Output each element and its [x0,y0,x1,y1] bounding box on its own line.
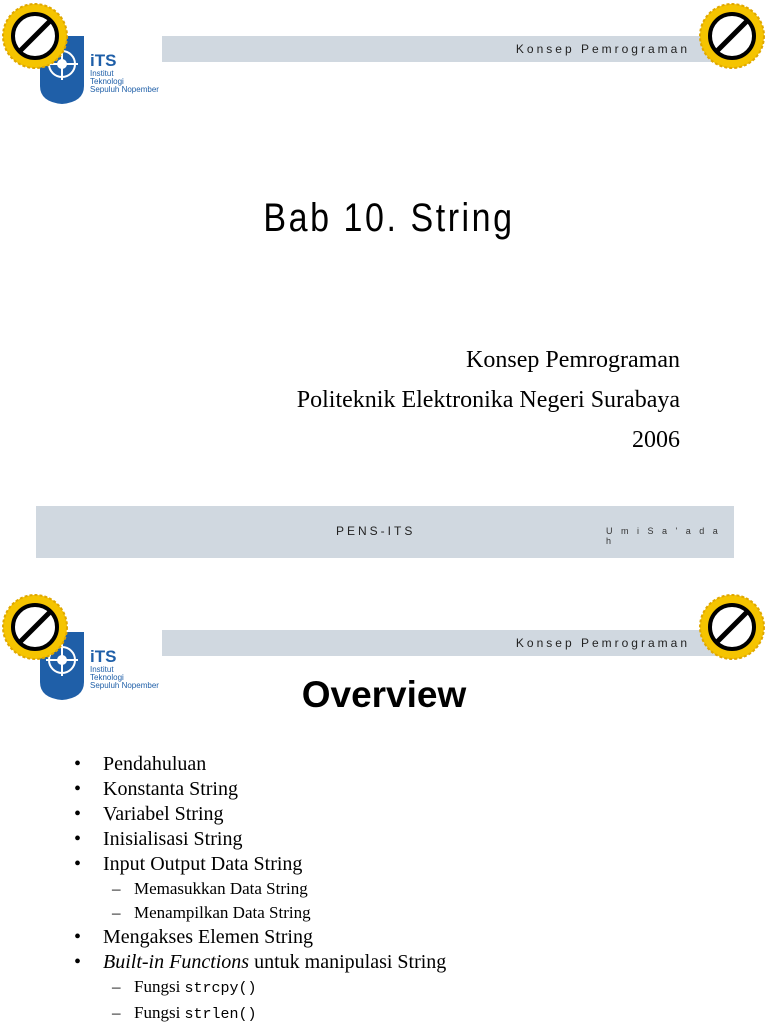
code-text: strcpy() [184,980,257,997]
its-logo-abbr: iTS [90,647,117,666]
sub-list-item: – Fungsi strcpy() [74,975,446,1001]
its-logo-line2: Teknologi [90,673,124,682]
list-item: • Pendahuluan [74,752,446,777]
code-text: strlen() [184,1006,257,1023]
subtitle-course: Konsep Pemrograman [466,347,680,373]
its-logo-line2: Teknologi [90,77,124,86]
list-item: • Built-in Functions untuk manipulasi String [74,950,446,975]
pdf-xchange-stamp-icon [2,3,68,69]
overview-slide [0,590,768,1024]
sub-list-item: – Fungsi strlen() [74,1001,446,1027]
overview-title: Overview [301,674,467,715]
footer-institution: PENS-ITS [336,524,416,538]
list-item: • Inisialisasi String [74,827,446,852]
subtitle-year: 2006 [632,427,680,453]
header-band [162,36,734,62]
subtitle-institution: Politeknik Elektronika Negeri Surabaya [296,387,680,413]
list-item: • Input Output Data String [74,852,446,877]
its-logo-line1: Institut [90,665,114,674]
list-item: • Konstanta String [74,777,446,802]
its-logo-line3: Sepuluh Nopember [90,85,159,94]
list-item: • Variabel String [74,802,446,827]
list-item: • Mengakses Elemen String [74,925,446,950]
its-logo-abbr: iTS [90,51,117,70]
its-logo-line1: Institut [90,69,114,78]
footer-band [36,506,734,558]
slide-title: Bab 10. String [263,196,515,240]
overview-list [74,752,446,1027]
header-band [162,630,734,656]
footer-author: U m i S a ' a d a h [606,526,721,546]
its-logo-line3: Sepuluh Nopember [90,681,159,690]
subtitle-block [297,340,680,460]
header-course-label: Konsep Pemrograman [515,636,690,650]
pdf-xchange-stamp-icon [699,594,765,660]
header-course-label: Konsep Pemrograman [515,42,690,56]
sub-list-item: – Menampilkan Data String [74,901,446,925]
pdf-xchange-stamp-icon [2,594,68,660]
sub-list-item: – Memasukkan Data String [74,877,446,901]
pdf-xchange-stamp-icon [699,3,765,69]
